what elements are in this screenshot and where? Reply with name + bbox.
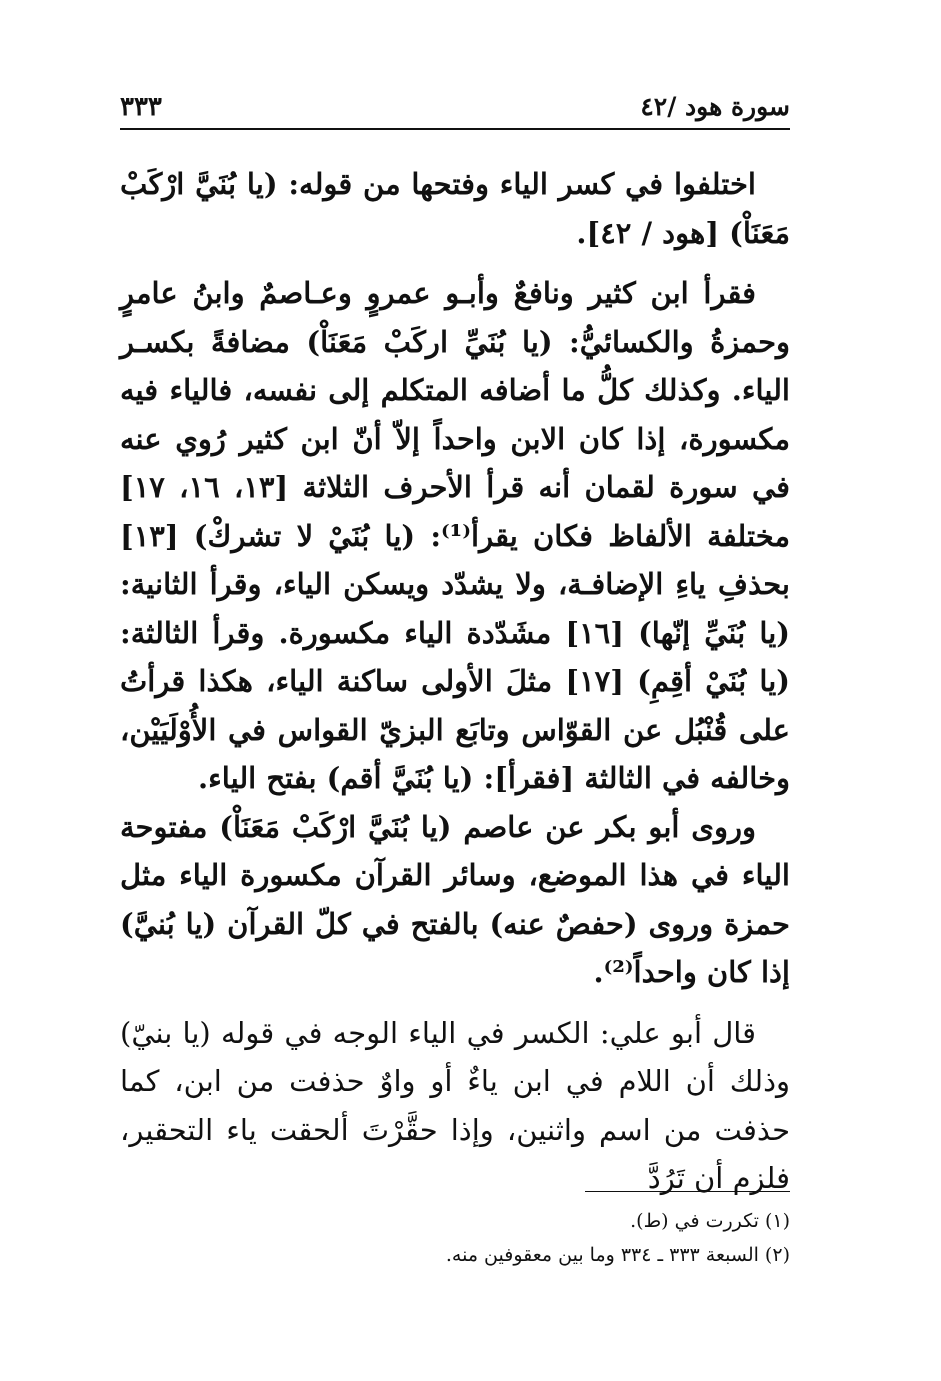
footnote-1: (١) تكررت في (ط).	[630, 1210, 790, 1232]
paragraph-1: اختلفوا في كسر الياء وفتحها من قوله: (يا بُنَيَّ ارْكَبْ مَعَنَاْ) [هود / ٤٢].	[120, 167, 790, 250]
paragraph-3: وروى أبو بكر عن عاصم (يا بُنَيَّ ارْكَبْ مَعَنَاْ) مفتوحة الياء في هذا الموضع، وسائر القرآن مكسورة الياء مثل حمزة وروى (حفصٌ عنه) بالفتح في كلّ القرآن (يا بُنيَّ) إذا كان واحداً⁽²⁾.	[120, 809, 790, 989]
footnote-rule	[585, 1191, 790, 1192]
page-number: ٣٣٣	[120, 92, 162, 122]
paragraph-4: قال أبو علي: الكسر في الياء الوجه في قوله (يا بنيّ) وذلك أن اللام في ابن ياءٌ أو واوٌ حذفت من ابن، كما حذفت من اسم واثنين، وإذا حقَّرْتَ ألحقت ياء التحقير، فلزم أن تَرُدَّ	[120, 1015, 790, 1195]
paragraph-2: فقرأ ابن كثير ونافعٌ وأبـو عمروٍ وعـاصمٌ وابنُ عامرٍ وحمزةُ والكسائيُّ: (يا بُنَيِّ اركَبْ مَعَنَاْ) مضافةً بكسـر الياء. وكذلك كلُّ ما أضافه المتكلم إلى نفسه، فالياء فيه مكسورة، إذا كان الابن واحداً إلاّ أنّ ابن كثير رُوي عنه في سورة لقمان أنه قرأ الأحرف الثلاثة [١٣، ١٦، ١٧] مختلفة الألفاظ فكان يقرأ⁽¹⁾: (يا بُنَيْ لا تشركْ) [١٣] بحذفِ ياءِ الإضافـة، ولا يشدّد ويسكن الياء، وقرأ الثانية: (يا بُنَيِّ إنّها) [١٦] مشَدّدة الياء مكسورة. وقرأ الثالثة: (يا بُنَيْ أقِمِ) [١٧] مثلَ الأولى ساكنة الياء، هكذا قرأتُ على قُنْبُل عن القوّاس وتابَع البزيّ القواس في الأُوْلَيَيْن، وخالفه في الثالثة [فقرأ]: (يا بُنَيَّ أقم) بفتح الياء.	[120, 276, 791, 795]
running-head	[120, 92, 790, 128]
body-text	[120, 160, 790, 1203]
footnote-2: (٢) السبعة ٣٣٣ ـ ٣٣٤ وما بين معقوفين منه.	[445, 1244, 790, 1266]
running-title: سورة هود /٤٢	[640, 92, 790, 121]
header-rule	[120, 128, 790, 130]
footnotes	[120, 1204, 790, 1272]
